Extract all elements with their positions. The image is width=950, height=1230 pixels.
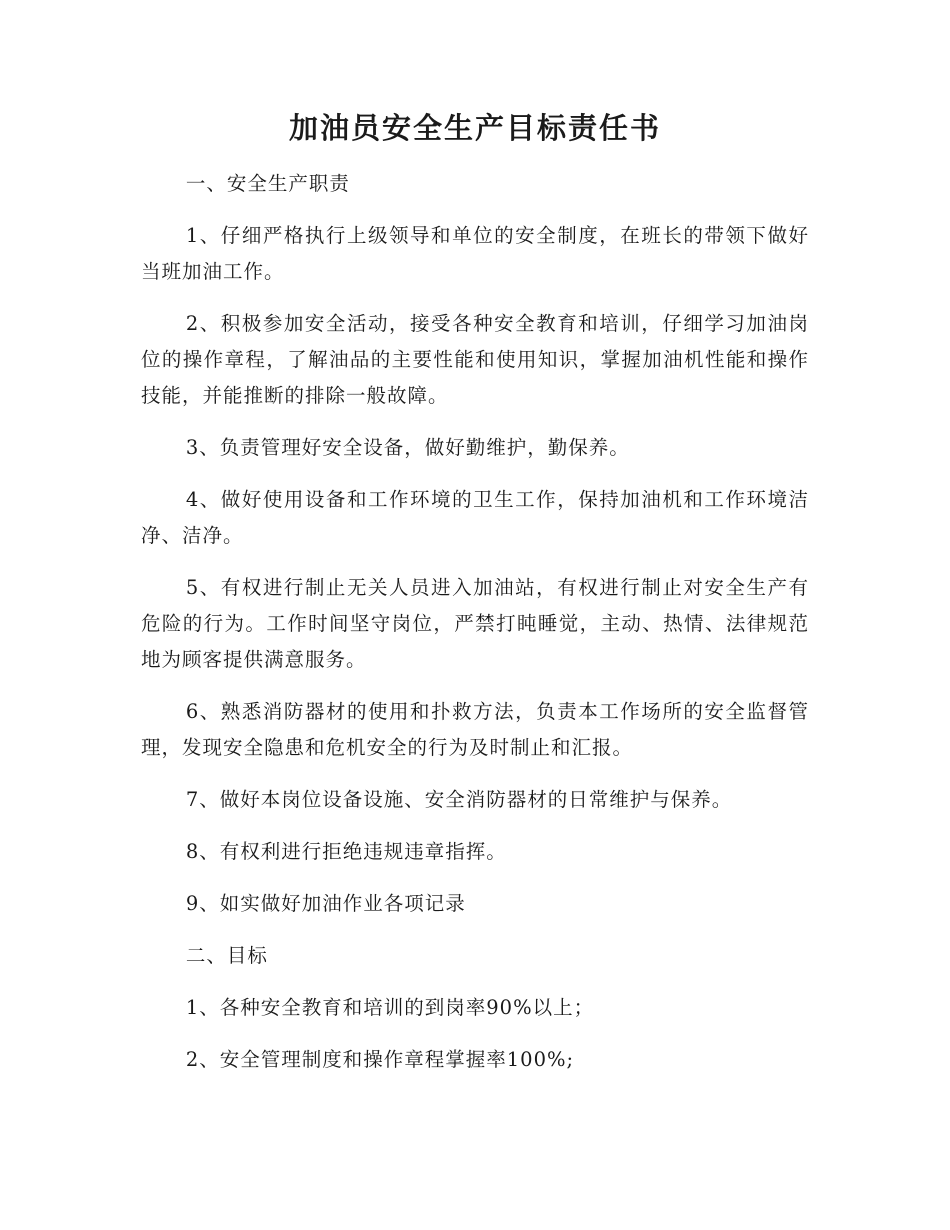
section-heading-responsibilities: 一、安全生产职责 <box>185 172 350 195</box>
responsibility-item-2: 2、积极参加安全活动，接受各种安全教育和培训，仔细学习加油岗位的操作章程，了解油品的主要性能和使用知识，掌握加油机性能和操作技能，并能推断的排除一般故障。 <box>141 312 809 407</box>
document-body <box>141 166 809 1094</box>
goal-item-1: 1、各种安全教育和培训的到岗率90%以上； <box>185 996 595 1019</box>
responsibility-item-9: 9、如实做好加油作业各项记录 <box>185 892 466 915</box>
document-title: 加油员安全生产目标责任书 <box>288 111 661 145</box>
responsibility-item-6: 6、熟悉消防器材的使用和扑救方法，负责本工作场所的安全监督管理，发现安全隐患和危机安全的行为及时制止和汇报。 <box>141 700 809 759</box>
responsibility-item-8: 8、有权利进行拒绝违规违章指挥。 <box>185 840 507 863</box>
responsibility-item-7: 7、做好本岗位设备设施、安全消防器材的日常维护与保养。 <box>185 788 733 811</box>
goal-item-2: 2、安全管理制度和操作章程掌握率100%; <box>185 1048 575 1071</box>
responsibility-item-5: 5、有权进行制止无关人员进入加油站，有权进行制止对安全生产有危险的行为。工作时间坚守岗位，严禁打盹睡觉，主动、热情、法律规范地为顾客提供满意服务。 <box>141 576 809 671</box>
responsibility-item-4: 4、做好使用设备和工作环境的卫生工作，保持加油机和工作环境洁净、洁净。 <box>141 488 809 547</box>
responsibility-item-1: 1、仔细严格执行上级领导和单位的安全制度，在班长的带领下做好当班加油工作。 <box>141 224 809 283</box>
responsibility-item-3: 3、负责管理好安全设备，做好勤维护，勤保养。 <box>185 436 630 459</box>
section-heading-goals: 二、目标 <box>185 944 268 967</box>
